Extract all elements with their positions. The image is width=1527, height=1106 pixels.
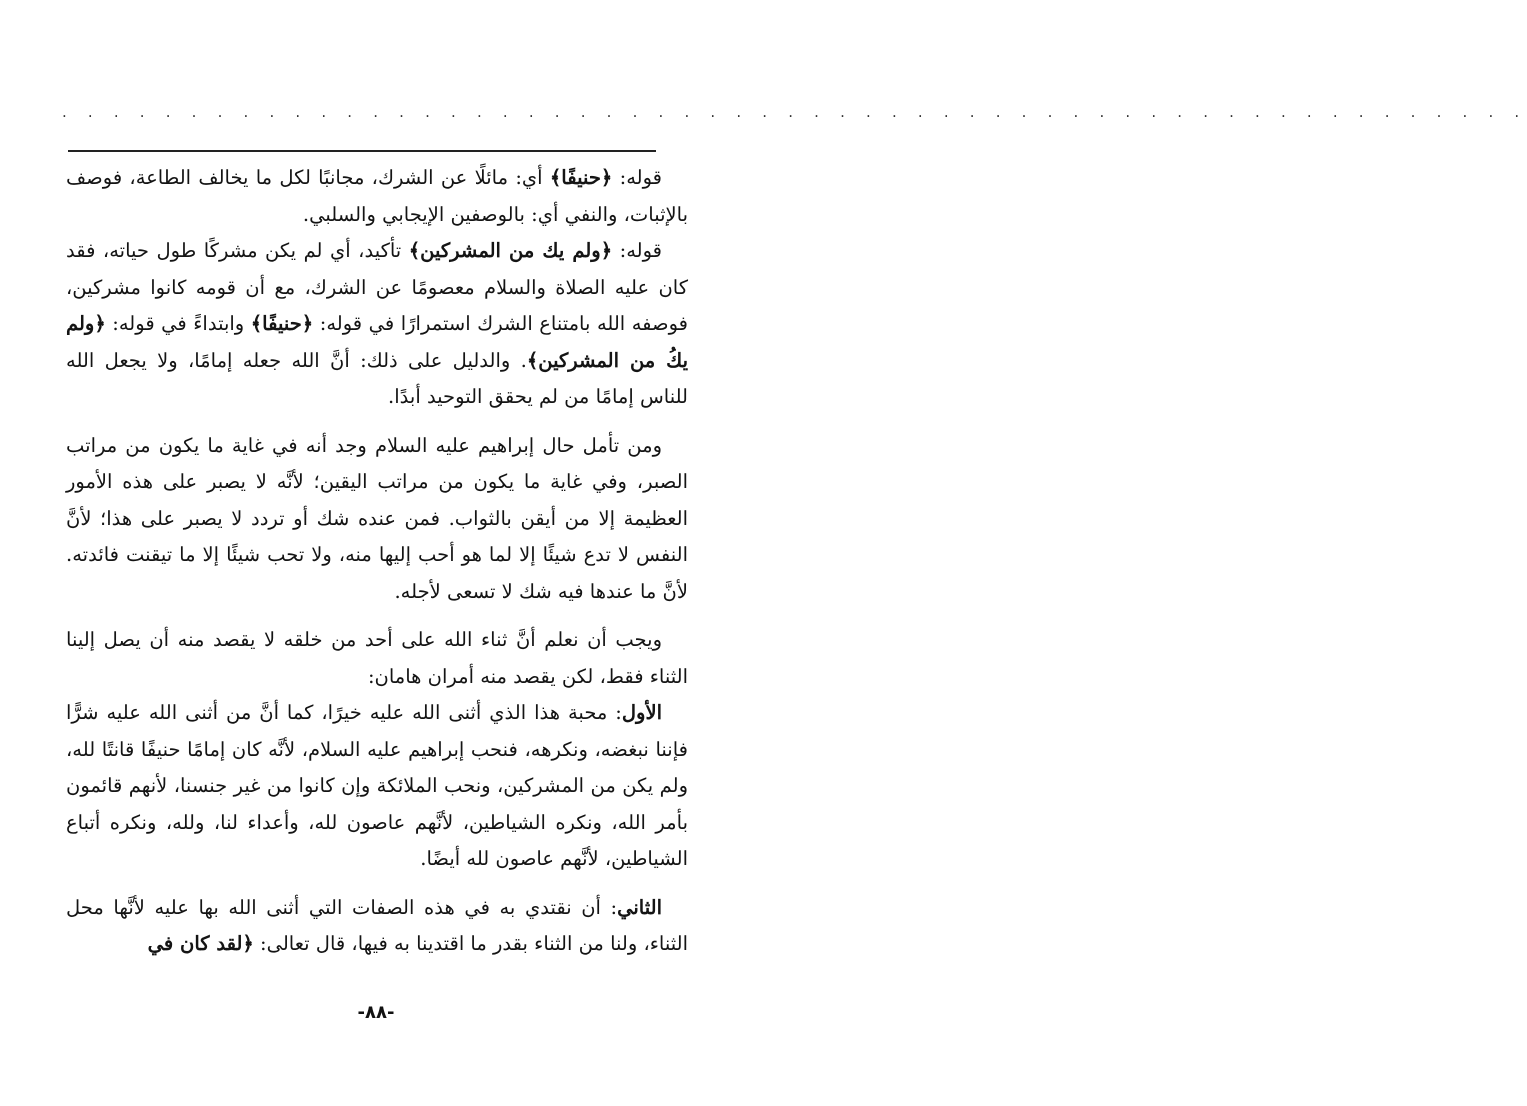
- paragraph-lead-word: الثاني: [617, 895, 662, 919]
- paragraph-two-matters: [66, 622, 688, 695]
- quran-quote: ﴿حنيفًا﴾: [250, 312, 314, 335]
- page-body: [66, 160, 688, 963]
- paragraph-text: : محبة هذا الذي أثنى الله عليه خيرًا، كما أنَّ من أثنى الله عليه شرًّا فإننا نبغضه، ونكرهه، فنحب إبراهيم عليه السلام، لأنَّه كان إمامًا حنيفًا قانتًا لله، ولم يكن من المشركين، ونحب الملائكة وإن كانوا من غير جنسنا، لأنهم قائمون بأمر الله، ونكره الشياطين، لأنَّهم عاصون لله، وأعداء لنا، ولله، ونكره أتباع الشياطين، لأنَّهم عاصون لله أيضًا.: [66, 701, 688, 870]
- paragraph-text: . والدليل على ذلك: أنَّ الله جعله إمامًا، ولا يجعل الله للناس إمامًا من لم يحقق التوحيد أبدًا.: [66, 348, 688, 408]
- paragraph-text: تأكيد، أي لم يكن مشركًا طول حياته، فقد كان عليه الصلاة والسلام معصومًا عن الشرك، مع أن قومه كانوا مشركين، فوصفه الله بامتناع الشرك استمرارًا في قوله:: [66, 239, 688, 335]
- paragraph-text: ويجب أن نعلم أنَّ ثناء الله على أحد من خلقه لا يقصد منه أن يصل إلينا الثناء فقط، لكن يقصد منه أمران هامان:: [66, 628, 688, 688]
- paragraph-text: قوله:: [612, 166, 663, 189]
- paragraph-first-matter: [66, 695, 688, 878]
- quran-quote: ﴿ولم يك من المشركين﴾: [408, 239, 613, 262]
- paragraph-text: وابتداءً في قوله:: [105, 312, 251, 335]
- separator-rule: [68, 150, 656, 152]
- footnote-separator-dots: . . . . . . . . . . . . . . . . . . . . . . . . . . . . . . . . . . . . . . . . . . . . . . . . . . . . . . . . .: [62, 103, 1527, 121]
- paragraph-hanifan: [66, 160, 688, 233]
- paragraph-lam-yak: [66, 233, 688, 416]
- paragraph-text: أي: مائلًا عن الشرك، مجانبًا لكل ما يخالف الطاعة، فوصف بالإثبات، والنفي أي: بالوصفين الإيجابي والسلبي.: [66, 166, 688, 226]
- paragraph-text: ومن تأمل حال إبراهيم عليه السلام وجد أنه في غاية ما يكون من مراتب الصبر، وفي غاية ما يكون من مراتب اليقين؛ لأنَّه لا يصبر على هذه الأمور العظيمة إلا من أيقن بالثواب. فمن عنده شك أو تردد لا يصبر على هذا؛ لأنَّ النفس لا تدع شيئًا إلا لما هو أحب إليها منه، ولا تحب شيئًا إلا ما تيقنت فائدته. لأنَّ ما عندها فيه شك لا تسعى لأجله.: [66, 433, 688, 603]
- quran-quote: ﴿ولم يكُ من المشركين﴾: [66, 312, 689, 372]
- paragraph-second-matter: [66, 890, 688, 963]
- paragraph-sabr-yaqin: [66, 428, 688, 611]
- paragraph-text: : أن نقتدي به في هذه الصفات التي أثنى الله بها عليه لأنَّها محل الثناء، ولنا من الثناء بقدر ما اقتدينا به فيها، قال تعالى:: [66, 895, 688, 955]
- paragraph-text: قوله:: [612, 239, 662, 262]
- quran-quote: ﴿حنيفًا﴾: [549, 166, 613, 189]
- page-number: -٨٨-: [357, 1002, 395, 1023]
- paragraph-lead-word: الأول: [621, 701, 662, 724]
- quran-quote: ﴿لقد كان في: [147, 932, 254, 955]
